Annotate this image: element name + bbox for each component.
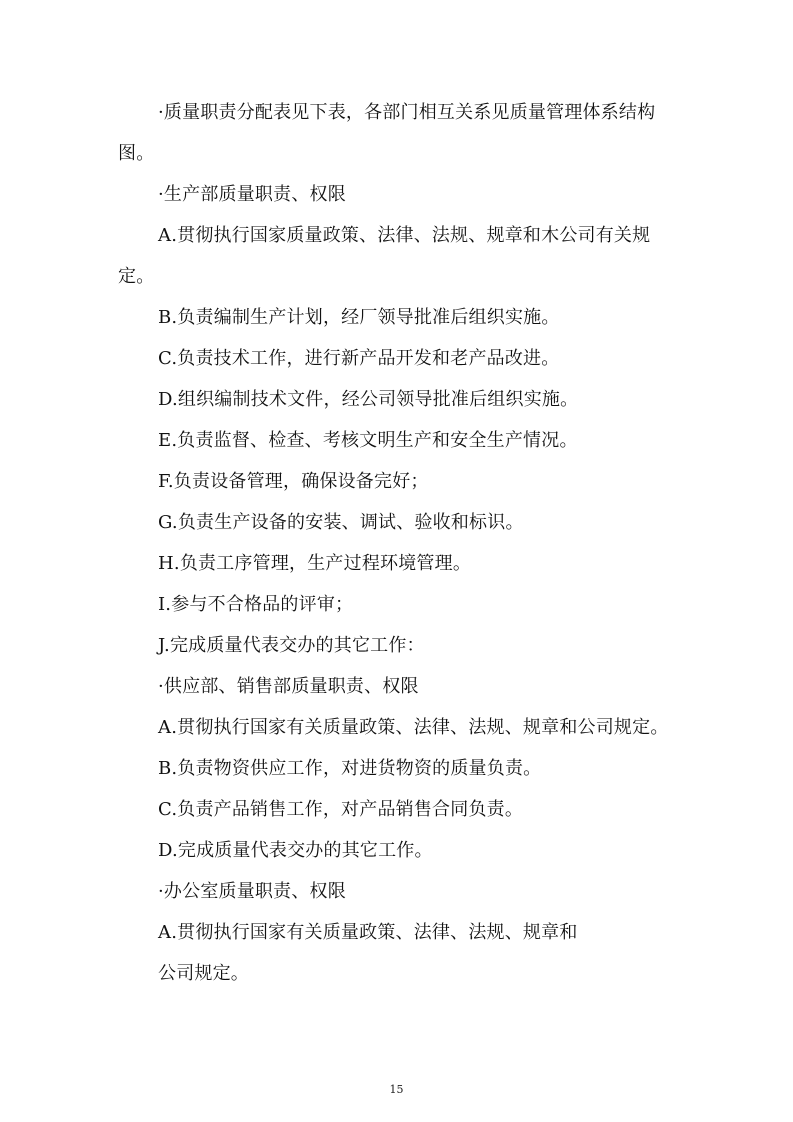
paragraph: B.负责编制生产计划，经厂领导批准后组织实施。	[158, 307, 560, 328]
paragraph: E.负责监督、检查、考核文明生产和安全生产情况。	[158, 430, 578, 451]
section-heading-supply-sales: ·供应部、销售部质量职责、权限	[158, 676, 419, 697]
paragraph: B.负责物资供应工作，对进货物资的质量负责。	[158, 758, 542, 779]
paragraph: A.贯彻执行国家质量政策、法律、法规、规章和木公司有关规	[158, 225, 651, 246]
paragraph: 公司规定。	[158, 963, 249, 984]
paragraph: C.负责产品销售工作，对产品销售合同负责。	[158, 799, 524, 820]
paragraph: 图。	[118, 143, 155, 164]
paragraph: J.完成质量代表交办的其它工作：	[158, 635, 425, 656]
paragraph: F.负责设备管理，确保设备完好；	[158, 471, 429, 492]
paragraph: ·质量职责分配表见下表，各部门相互关系见质量管理体系结构	[158, 102, 656, 123]
paragraph: G.负责生产设备的安装、调试、验收和标识。	[158, 512, 524, 533]
paragraph: 定。	[118, 266, 155, 287]
paragraph: I.参与不合格品的评审；	[158, 594, 354, 615]
paragraph: H.负责工序管理，生产过程环境管理。	[158, 553, 472, 574]
paragraph: C.负责技术工作，进行新产品开发和老产品改进。	[158, 348, 560, 369]
page-number: 15	[389, 1083, 404, 1096]
document-body	[118, 92, 678, 994]
paragraph: A.贯彻执行国家有关质量政策、法律、法规、规章和公司规定。	[158, 717, 669, 738]
paragraph: A.贯彻执行国家有关质量政策、法律、法规、规章和	[158, 922, 578, 943]
paragraph: D.完成质量代表交办的其它工作。	[158, 840, 433, 861]
paragraph: D.组织编制技术文件，经公司领导批准后组织实施。	[158, 389, 579, 410]
section-heading-production: ·生产部质量职责、权限	[158, 184, 346, 205]
section-heading-office: ·办公室质量职责、权限	[158, 881, 346, 902]
